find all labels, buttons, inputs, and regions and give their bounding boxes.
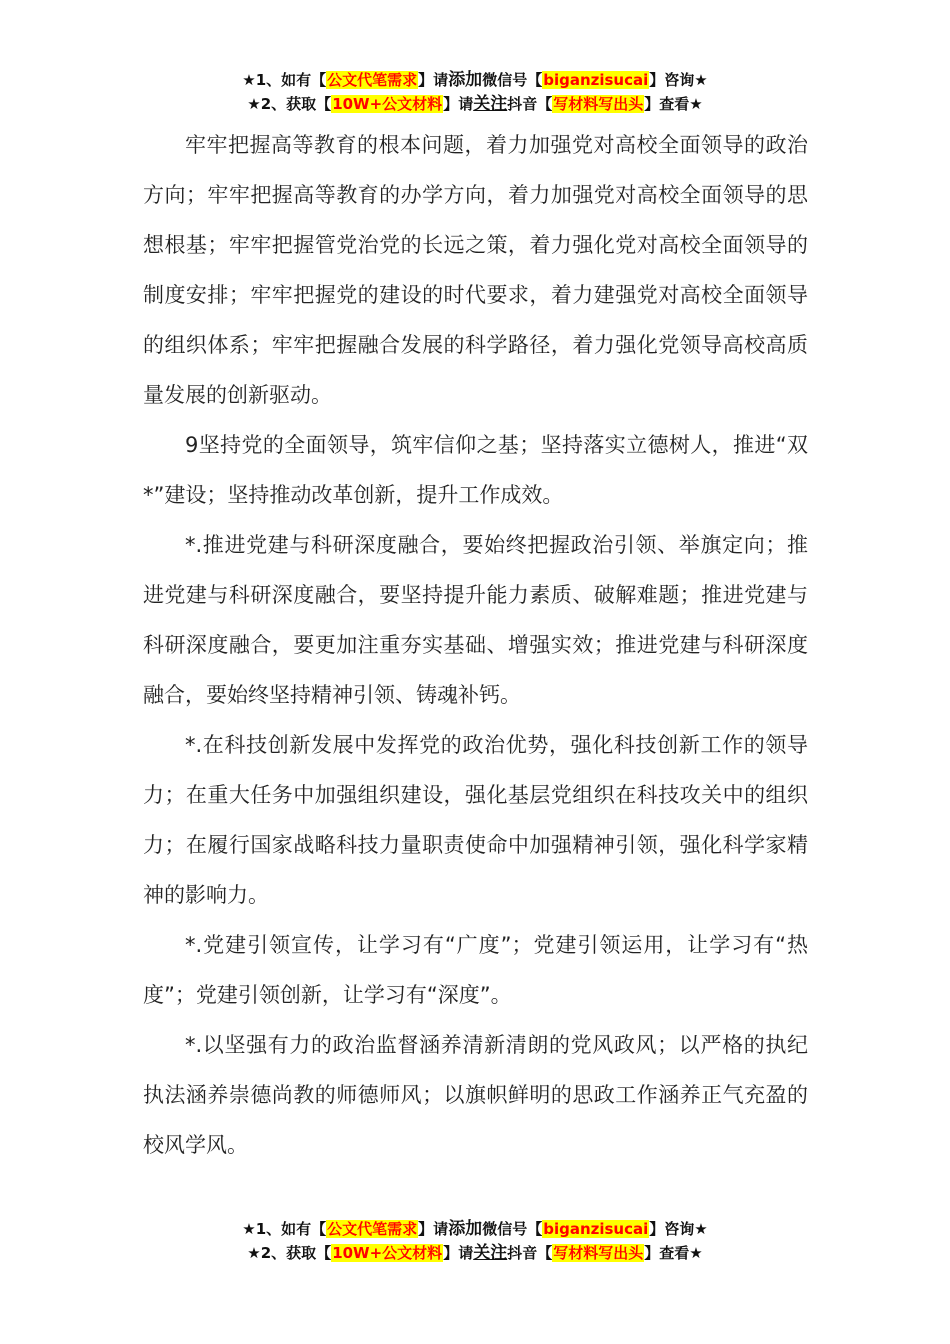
paragraph: *.以坚强有力的政治监督涵养清新清朗的党风政风；以严格的执纪执法涵养崇德尚教的师德师风；以旗帜鲜明的思政工作涵养正气充盈的校风学风。 [143, 1033, 808, 1157]
banner-text: 微信号【 [482, 1220, 543, 1238]
highlight-douyin-account: 写材料写出头 [553, 1244, 644, 1262]
banner-emphasis: 添加 [448, 70, 483, 90]
banner-line-2 [0, 92, 950, 116]
bottom-banner [0, 1217, 950, 1265]
banner-text: 】请 [418, 1220, 449, 1238]
banner-text: 】查看★ [644, 1244, 703, 1262]
highlight-douyin-account: 写材料写出头 [553, 95, 644, 113]
banner-text: ★1、如有【 [242, 71, 327, 89]
highlight-service: 公文代笔需求 [327, 71, 418, 89]
paragraph: 9坚持党的全面领导，筑牢信仰之基；坚持落实立德树人，推进“双*”建设；坚持推动改革创新，提升工作成效。 [143, 433, 808, 507]
paragraph: *.在科技创新发展中发挥党的政治优势，强化科技创新工作的领导力；在重大任务中加强组织建设，强化基层党组织在科技攻关中的组织力；在履行国家战略科技力量职责使命中加强精神引领，强化科学家精神的影响力。 [143, 733, 808, 907]
banner-text: 】请 [418, 71, 449, 89]
paragraph: *.推进党建与科研深度融合，要始终把握政治引领、举旗定向；推进党建与科研深度融合，要坚持提升能力素质、破解难题；推进党建与科研深度融合，要更加注重夯实基础、增强实效；推进党建与科研深度融合，要始终坚持精神引领、铸魂补钙。 [143, 533, 808, 707]
paragraph: 牢牢把握高等教育的根本问题，着力加强党对高校全面领导的政治方向；牢牢把握高等教育的办学方向，着力加强党对高校全面领导的思想根基；牢牢把握管党治党的长远之策，着力强化党对高校全面领导的制度安排；牢牢把握党的建设的时代要求，着力建强党对高校全面领导的组织体系；牢牢把握融合发展的科学路径，着力强化党领导高校高质量发展的创新驱动。 [143, 133, 808, 407]
highlight-materials: 10W+公文材料 [332, 1244, 443, 1262]
banner-text: 抖音【 [507, 95, 553, 113]
highlight-wechat-id: biganzisucai [543, 1220, 649, 1238]
highlight-materials: 10W+公文材料 [332, 95, 443, 113]
banner-text: ★2、获取【 [247, 95, 332, 113]
banner-text: 】请 [443, 95, 474, 113]
banner-text: ★1、如有【 [242, 1220, 327, 1238]
banner-text: ★2、获取【 [247, 1244, 332, 1262]
banner-text: 】请 [443, 1244, 474, 1262]
banner-text: 】咨询★ [649, 1220, 708, 1238]
banner-text: 抖音【 [507, 1244, 553, 1262]
banner-emphasis: 关注 [473, 1243, 508, 1263]
highlight-wechat-id: biganzisucai [543, 71, 649, 89]
top-banner [0, 68, 950, 116]
document-body [143, 120, 808, 1170]
banner-text: 】查看★ [644, 95, 703, 113]
banner-line-2 [0, 1241, 950, 1265]
banner-line-1 [0, 1217, 950, 1241]
paragraph: *.党建引领宣传，让学习有“广度”；党建引领运用，让学习有“热度”；党建引领创新，让学习有“深度”。 [143, 933, 808, 1007]
banner-emphasis: 关注 [473, 94, 508, 114]
banner-text: 】咨询★ [649, 71, 708, 89]
banner-emphasis: 添加 [448, 1219, 483, 1239]
banner-text: 微信号【 [482, 71, 543, 89]
banner-line-1 [0, 68, 950, 92]
highlight-service: 公文代笔需求 [327, 1220, 418, 1238]
